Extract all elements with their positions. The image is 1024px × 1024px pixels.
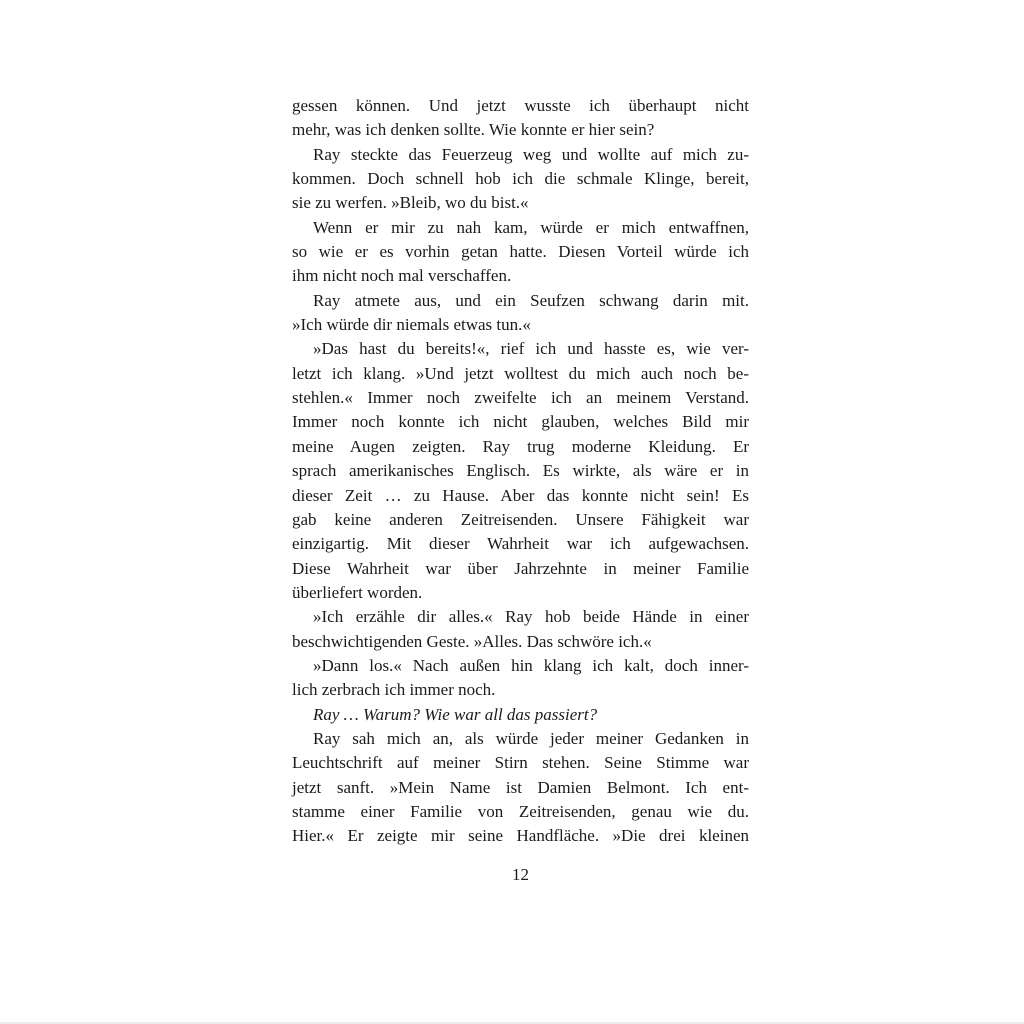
text-line: einzigartig. Mit dieser Wahrheit war ich aufgewachsen. bbox=[292, 534, 749, 554]
paragraph bbox=[292, 216, 749, 289]
text-line: überliefert worden. bbox=[292, 582, 423, 602]
text-line: kommen. Doch schnell hob ich die schmale Klinge, bereit, bbox=[292, 169, 749, 189]
text-line: sprach amerikanisches Englisch. Es wirkte, als wäre er in bbox=[292, 461, 749, 481]
text-line: so wie er es vorhin getan hatte. Diesen Vorteil würde ich bbox=[292, 242, 749, 262]
text-line: gab keine anderen Zeitreisenden. Unsere Fähigkeit war bbox=[292, 509, 749, 529]
italic-thought-line: Ray … Warum? Wie war all das passiert? bbox=[313, 704, 598, 724]
text-line: ihm nicht noch mal verschaffen. bbox=[292, 266, 512, 286]
text-line: »Das hast du bereits!«, rief ich und hasste es, wie ver- bbox=[313, 339, 749, 359]
text-line: dieser Zeit … zu Hause. Aber das konnte nicht sein! Es bbox=[292, 485, 749, 505]
text-line: Diese Wahrheit war über Jahrzehnte in meiner Familie bbox=[292, 558, 749, 578]
text-line: Ray steckte das Feuerzeug weg und wollte auf mich zu- bbox=[313, 144, 749, 164]
paragraph bbox=[292, 94, 749, 143]
text-line: letzt ich klang. »Und jetzt wolltest du mich auch noch be- bbox=[292, 363, 749, 383]
paragraph bbox=[292, 143, 749, 216]
text-line: lich zerbrach ich immer noch. bbox=[292, 680, 496, 700]
page-number: 12 bbox=[512, 865, 529, 884]
text-line: gessen können. Und jetzt wusste ich überhaupt nicht bbox=[292, 96, 749, 115]
paragraph bbox=[292, 703, 749, 727]
text-line: jetzt sanft. »Mein Name ist Damien Belmont. Ich ent- bbox=[292, 777, 749, 797]
paragraph bbox=[292, 289, 749, 338]
text-line: »Dann los.« Nach außen hin klang ich kalt, doch inner- bbox=[313, 655, 749, 675]
text-line: »Ich würde dir niemals etwas tun.« bbox=[292, 315, 531, 335]
text-line: Ray atmete aus, und ein Seufzen schwang darin mit. bbox=[313, 290, 749, 310]
text-line: sie zu werfen. »Bleib, wo du bist.« bbox=[292, 193, 529, 213]
text-line: stamme einer Familie von Zeitreisenden, genau wie du. bbox=[292, 801, 749, 821]
paragraph bbox=[292, 337, 749, 605]
text-line: Leuchtschrift auf meiner Stirn stehen. Seine Stimme war bbox=[292, 753, 749, 773]
text-line: beschwichtigenden Geste. »Alles. Das schwöre ich.« bbox=[292, 631, 652, 651]
text-line: mehr, was ich denken sollte. Wie konnte er hier sein? bbox=[292, 120, 655, 140]
text-block bbox=[292, 94, 749, 849]
text-line: Wenn er mir zu nah kam, würde er mich entwaffnen, bbox=[313, 217, 749, 237]
text-line: »Ich erzähle dir alles.« Ray hob beide Hände in einer bbox=[313, 607, 749, 627]
text-line: Ray sah mich an, als würde jeder meiner Gedanken in bbox=[313, 728, 749, 748]
paragraph bbox=[292, 727, 749, 849]
paragraph bbox=[292, 605, 749, 654]
text-line: meine Augen zeigten. Ray trug moderne Kleidung. Er bbox=[292, 436, 749, 456]
paragraph bbox=[292, 654, 749, 703]
text-line: stehlen.« Immer noch zweifelte ich an meinem Verstand. bbox=[292, 388, 749, 408]
text-line: Hier.« Er zeigte mir seine Handfläche. »Die drei kleinen bbox=[292, 826, 749, 846]
text-line: Immer noch konnte ich nicht glauben, welches Bild mir bbox=[292, 412, 749, 432]
